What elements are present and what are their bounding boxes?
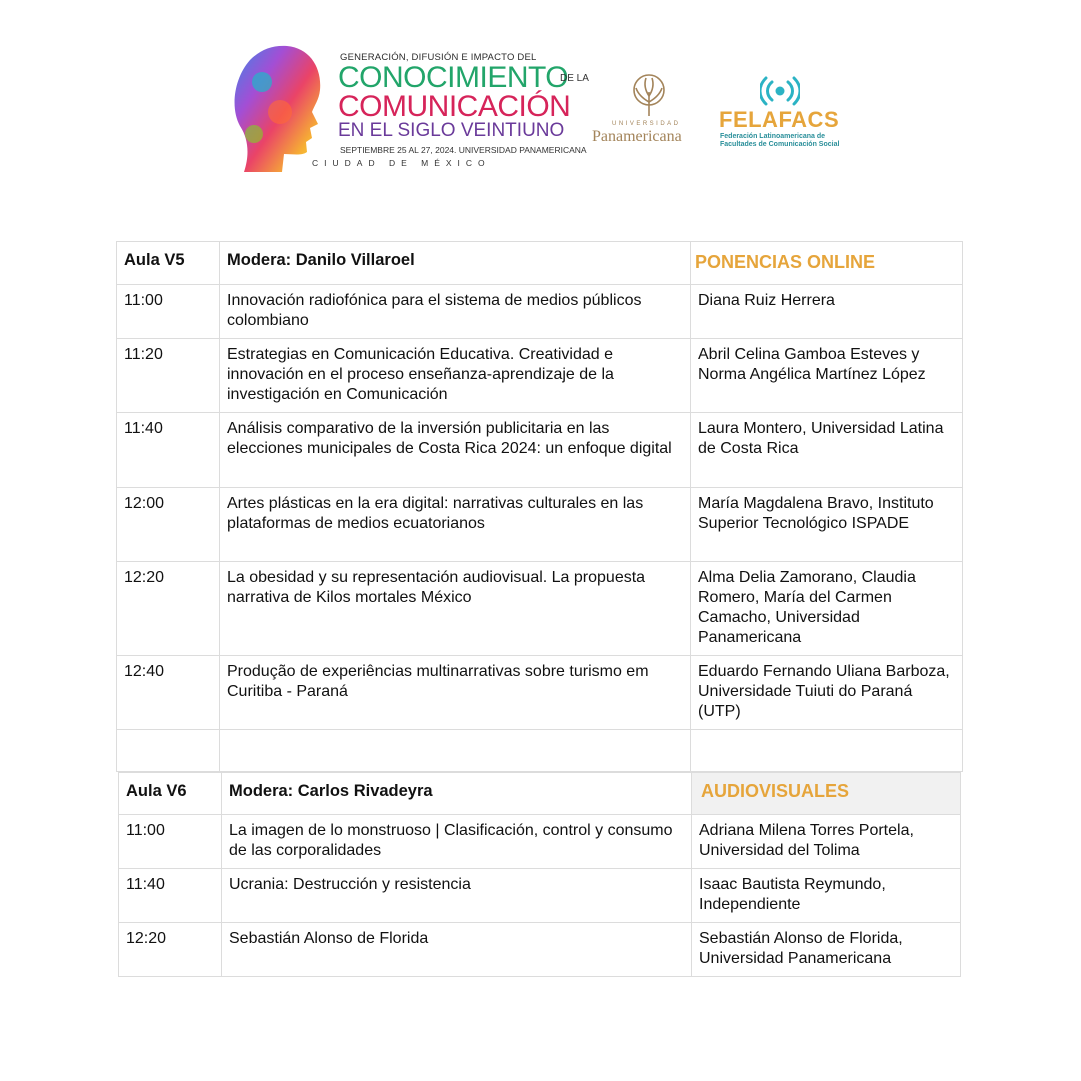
conference-title-dela: DE LA [560,73,589,84]
table-row [119,923,961,977]
time-cell: 12:20 [119,923,222,977]
table-row [117,413,963,488]
category-label: AUDIOVISUALES [692,773,961,815]
session-table-aula-v5 [116,241,963,772]
table-row [117,339,963,413]
felafacs-logo-subtitle [720,133,839,149]
title-cell: Ucrania: Destrucción y resistencia [222,869,692,923]
time-cell: 11:00 [119,815,222,869]
colorful-head-logo [232,42,324,176]
time-cell: 11:20 [117,339,220,413]
table-row [117,488,963,562]
felafacs-logo-name: FELAFACS [719,107,840,132]
author-cell: Laura Montero, Universidad Latina de Costa Rica [691,413,963,488]
author-cell: Adriana Milena Torres Portela, Universidad del Tolima [692,815,961,869]
session-header-row [117,242,963,285]
session-header-row [119,773,961,815]
author-cell: Isaac Bautista Reymundo, Independiente [692,869,961,923]
session-table-aula-v6 [118,772,961,977]
table-row [117,656,963,730]
broadcast-icon [760,76,800,106]
conference-city: CIUDAD DE MÉXICO [312,158,491,168]
time-cell: 11:40 [117,413,220,488]
author-cell: María Magdalena Bravo, Instituto Superior Tecnológico ISPADE [691,488,963,562]
time-cell: 12:00 [117,488,220,562]
title-cell: Produção de experiências multinarrativas sobre turismo em Curitiba - Paraná [220,656,691,730]
moderator-label: Modera: Carlos Rivadeyra [222,773,692,815]
empty-row [117,730,963,772]
category-label: PONENCIAS ONLINE [691,242,963,285]
room-label: Aula V6 [119,773,222,815]
table-row [119,815,961,869]
felafacs-subtitle-line2: Facultades de Comunicación Social [720,141,840,148]
conference-title-line2: COMUNICACIÓN [338,90,571,123]
author-cell: Diana Ruiz Herrera [691,285,963,339]
title-cell: La obesidad y su representación audiovisual. La propuesta narrativa de Kilos mortales México [220,562,691,656]
author-cell: Eduardo Fernando Uliana Barboza, Universidade Tuiuti do Paraná (UTP) [691,656,963,730]
author-cell: Sebastián Alonso de Florida, Universidad Panamericana [692,923,961,977]
conference-title-line3: EN EL SIGLO VEINTIUNO [338,120,565,141]
time-cell: 11:40 [119,869,222,923]
room-label: Aula V5 [117,242,220,285]
title-cell: Innovación radiofónica para el sistema de medios públicos colombiano [220,285,691,339]
up-logo-small: UNIVERSIDAD [612,121,681,127]
title-cell: La imagen de lo monstruoso | Clasificación, control y consumo de las corporalidades [222,815,692,869]
conference-subtitle-top: GENERACIÓN, DIFUSIÓN E IMPACTO DEL [340,52,537,63]
table-row [117,562,963,656]
table-row [119,869,961,923]
up-logo-name: Panamericana [592,128,682,145]
title-cell: Sebastián Alonso de Florida [222,923,692,977]
title-cell: Artes plásticas en la era digital: narrativas culturales en las plataformas de medios ecuatorianos [220,488,691,562]
table-row [117,285,963,339]
title-cell: Estrategias en Comunicación Educativa. Creatividad e innovación en el proceso enseñanza-aprendizaje de la investigación en Comunicación [220,339,691,413]
tree-icon [626,72,672,118]
felafacs-subtitle-line1: Federación Latinoamericana de [720,133,826,140]
conference-title-line1: CONOCIMIENTO [338,61,569,94]
author-cell: Alma Delia Zamorano, Claudia Romero, María del Carmen Camacho, Universidad Panamericana [691,562,963,656]
title-cell: Análisis comparativo de la inversión publicitaria en las elecciones municipales de Costa Rica 2024: un enfoque digital [220,413,691,488]
time-cell: 12:20 [117,562,220,656]
conference-dates: SEPTIEMBRE 25 AL 27, 2024. UNIVERSIDAD PANAMERICANA [340,145,587,155]
author-cell: Abril Celina Gamboa Esteves y Norma Angélica Martínez López [691,339,963,413]
time-cell: 11:00 [117,285,220,339]
moderator-label: Modera: Danilo Villaroel [220,242,691,285]
time-cell: 12:40 [117,656,220,730]
